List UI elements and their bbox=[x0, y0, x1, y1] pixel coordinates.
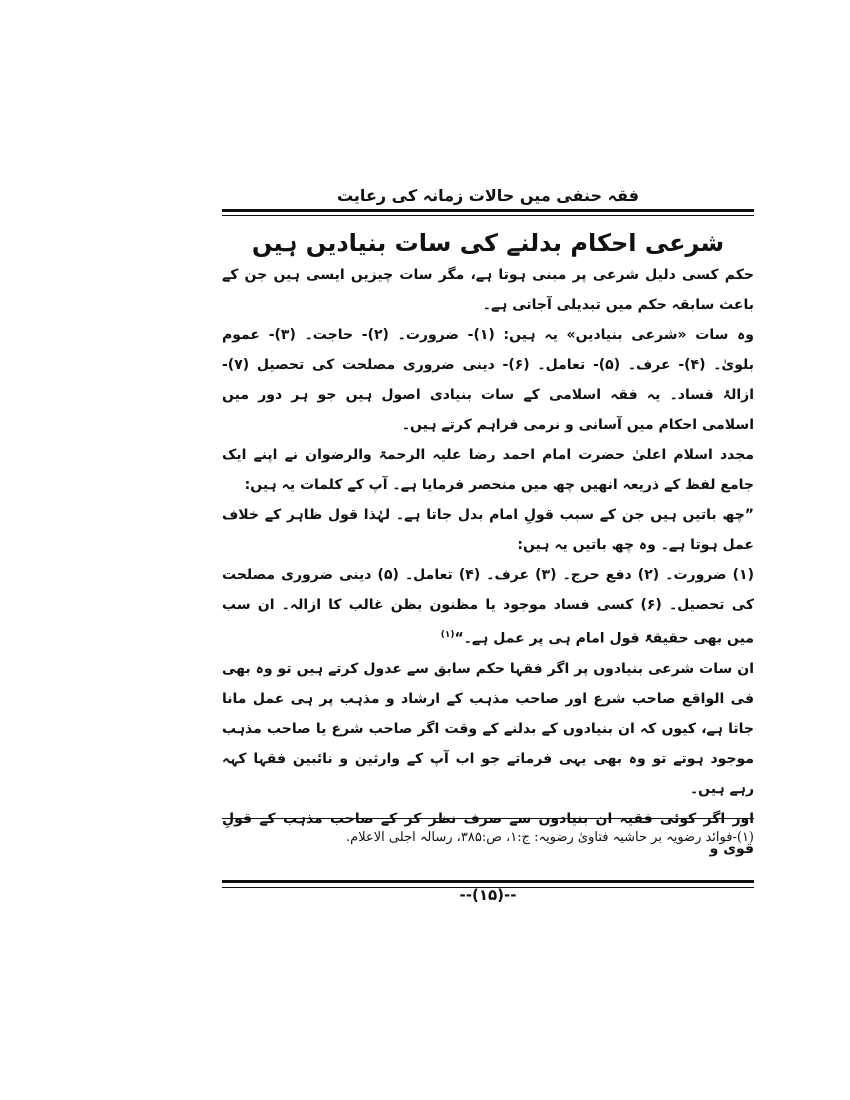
paragraph: اور اگر کوئی فقیہ ان بنیادوں سے صرف نظر کر کے صاحب مذہب کے قولِ قوی و bbox=[222, 810, 754, 857]
running-head: فقہ حنفی میں حالات زمانہ کی رعایت bbox=[336, 186, 639, 205]
paragraph: ان سات شرعی بنیادوں پر اگر فقہا حکم سابق سے عدول کرتے ہیں تو وہ بھی فی الواقع صاحب شرع اور صاحب مذہب کے ارشاد و مذہب پر ہی عمل مانا جاتا ہے، کیوں کہ ان بنیادوں کے بدلنے کے وقت اگر صاحب شرع یا صاحب مذہب موجود ہوتے تو وہ بھی یہی فرماتے جو اب آپ کے وارثین و نائبین فقہا کہہ رہے ہیں۔ bbox=[222, 660, 754, 797]
paragraph: مجدد اسلام اعلیٰ حضرت امام احمد رضا علیہ الرحمۃ والرضوان نے اپنے ایک جامع لفظ کے ذریعہ انھیں چھ میں منحصر فرمایا ہے۔ آپ کے کلمات یہ ہیں: bbox=[222, 447, 754, 493]
footnote-marker: (۱) bbox=[440, 630, 455, 640]
section-heading: شرعی احکام بدلنے کی سات بنیادیں ہیں bbox=[251, 229, 725, 257]
quote-list-paragraph bbox=[222, 560, 754, 654]
header-rule bbox=[222, 209, 754, 216]
quote-paragraph: ”چھ باتیں ہیں جن کے سبب قولِ امام بدل جاتا ہے۔ لہٰذا قول ظاہر کے خلاف عمل ہوتا ہے۔ وہ چھ باتیں یہ ہیں: bbox=[222, 507, 754, 553]
page-number: --(۱۵)-- bbox=[459, 886, 517, 904]
paragraph: وہ سات «شرعی بنیادیں» یہ ہیں: (۱)- ضرورت۔ (۲)- حاجت۔ (۳)- عموم بلویٰ۔ (۴)- عرف۔ (۵)- تعامل۔ (۶)- دینی ضروری مصلحت کی تحصیل (۷)- ازالۂ فساد۔ یہ فقہ اسلامی کے سات بنیادی اصول ہیں جو ہر دور میں اسلامی احکام میں آسانی و نرمی فراہم کرتے ہیں۔ bbox=[222, 327, 755, 433]
quote-list-text: (۱) ضرورت۔ (۲) دفع حرج۔ (۳) عرف۔ (۴) تعامل۔ (۵) دینی ضروری مصلحت کی تحصیل۔ (۶) کسی فساد موجود یا مظنون بظن غالب کا ازالہ۔ ان سب میں بھی حقیقۃً قول امام ہی پر عمل ہے۔“ bbox=[222, 567, 755, 647]
footnote-separator bbox=[222, 818, 754, 819]
footnote: (۱)-فوائد رضویہ بر حاشیہ فتاویٰ رضویہ: ج:۱، ص:۳۸۵، رسالہ اجلی الاعلام. bbox=[346, 830, 754, 845]
page-body bbox=[222, 183, 754, 864]
paragraph: حکم کسی دلیل شرعی پر مبنی ہوتا ہے، مگر سات چیزیں ایسی ہیں جن کے باعث سابقہ حکم میں تبدیلی آجاتی ہے۔ bbox=[222, 267, 754, 313]
